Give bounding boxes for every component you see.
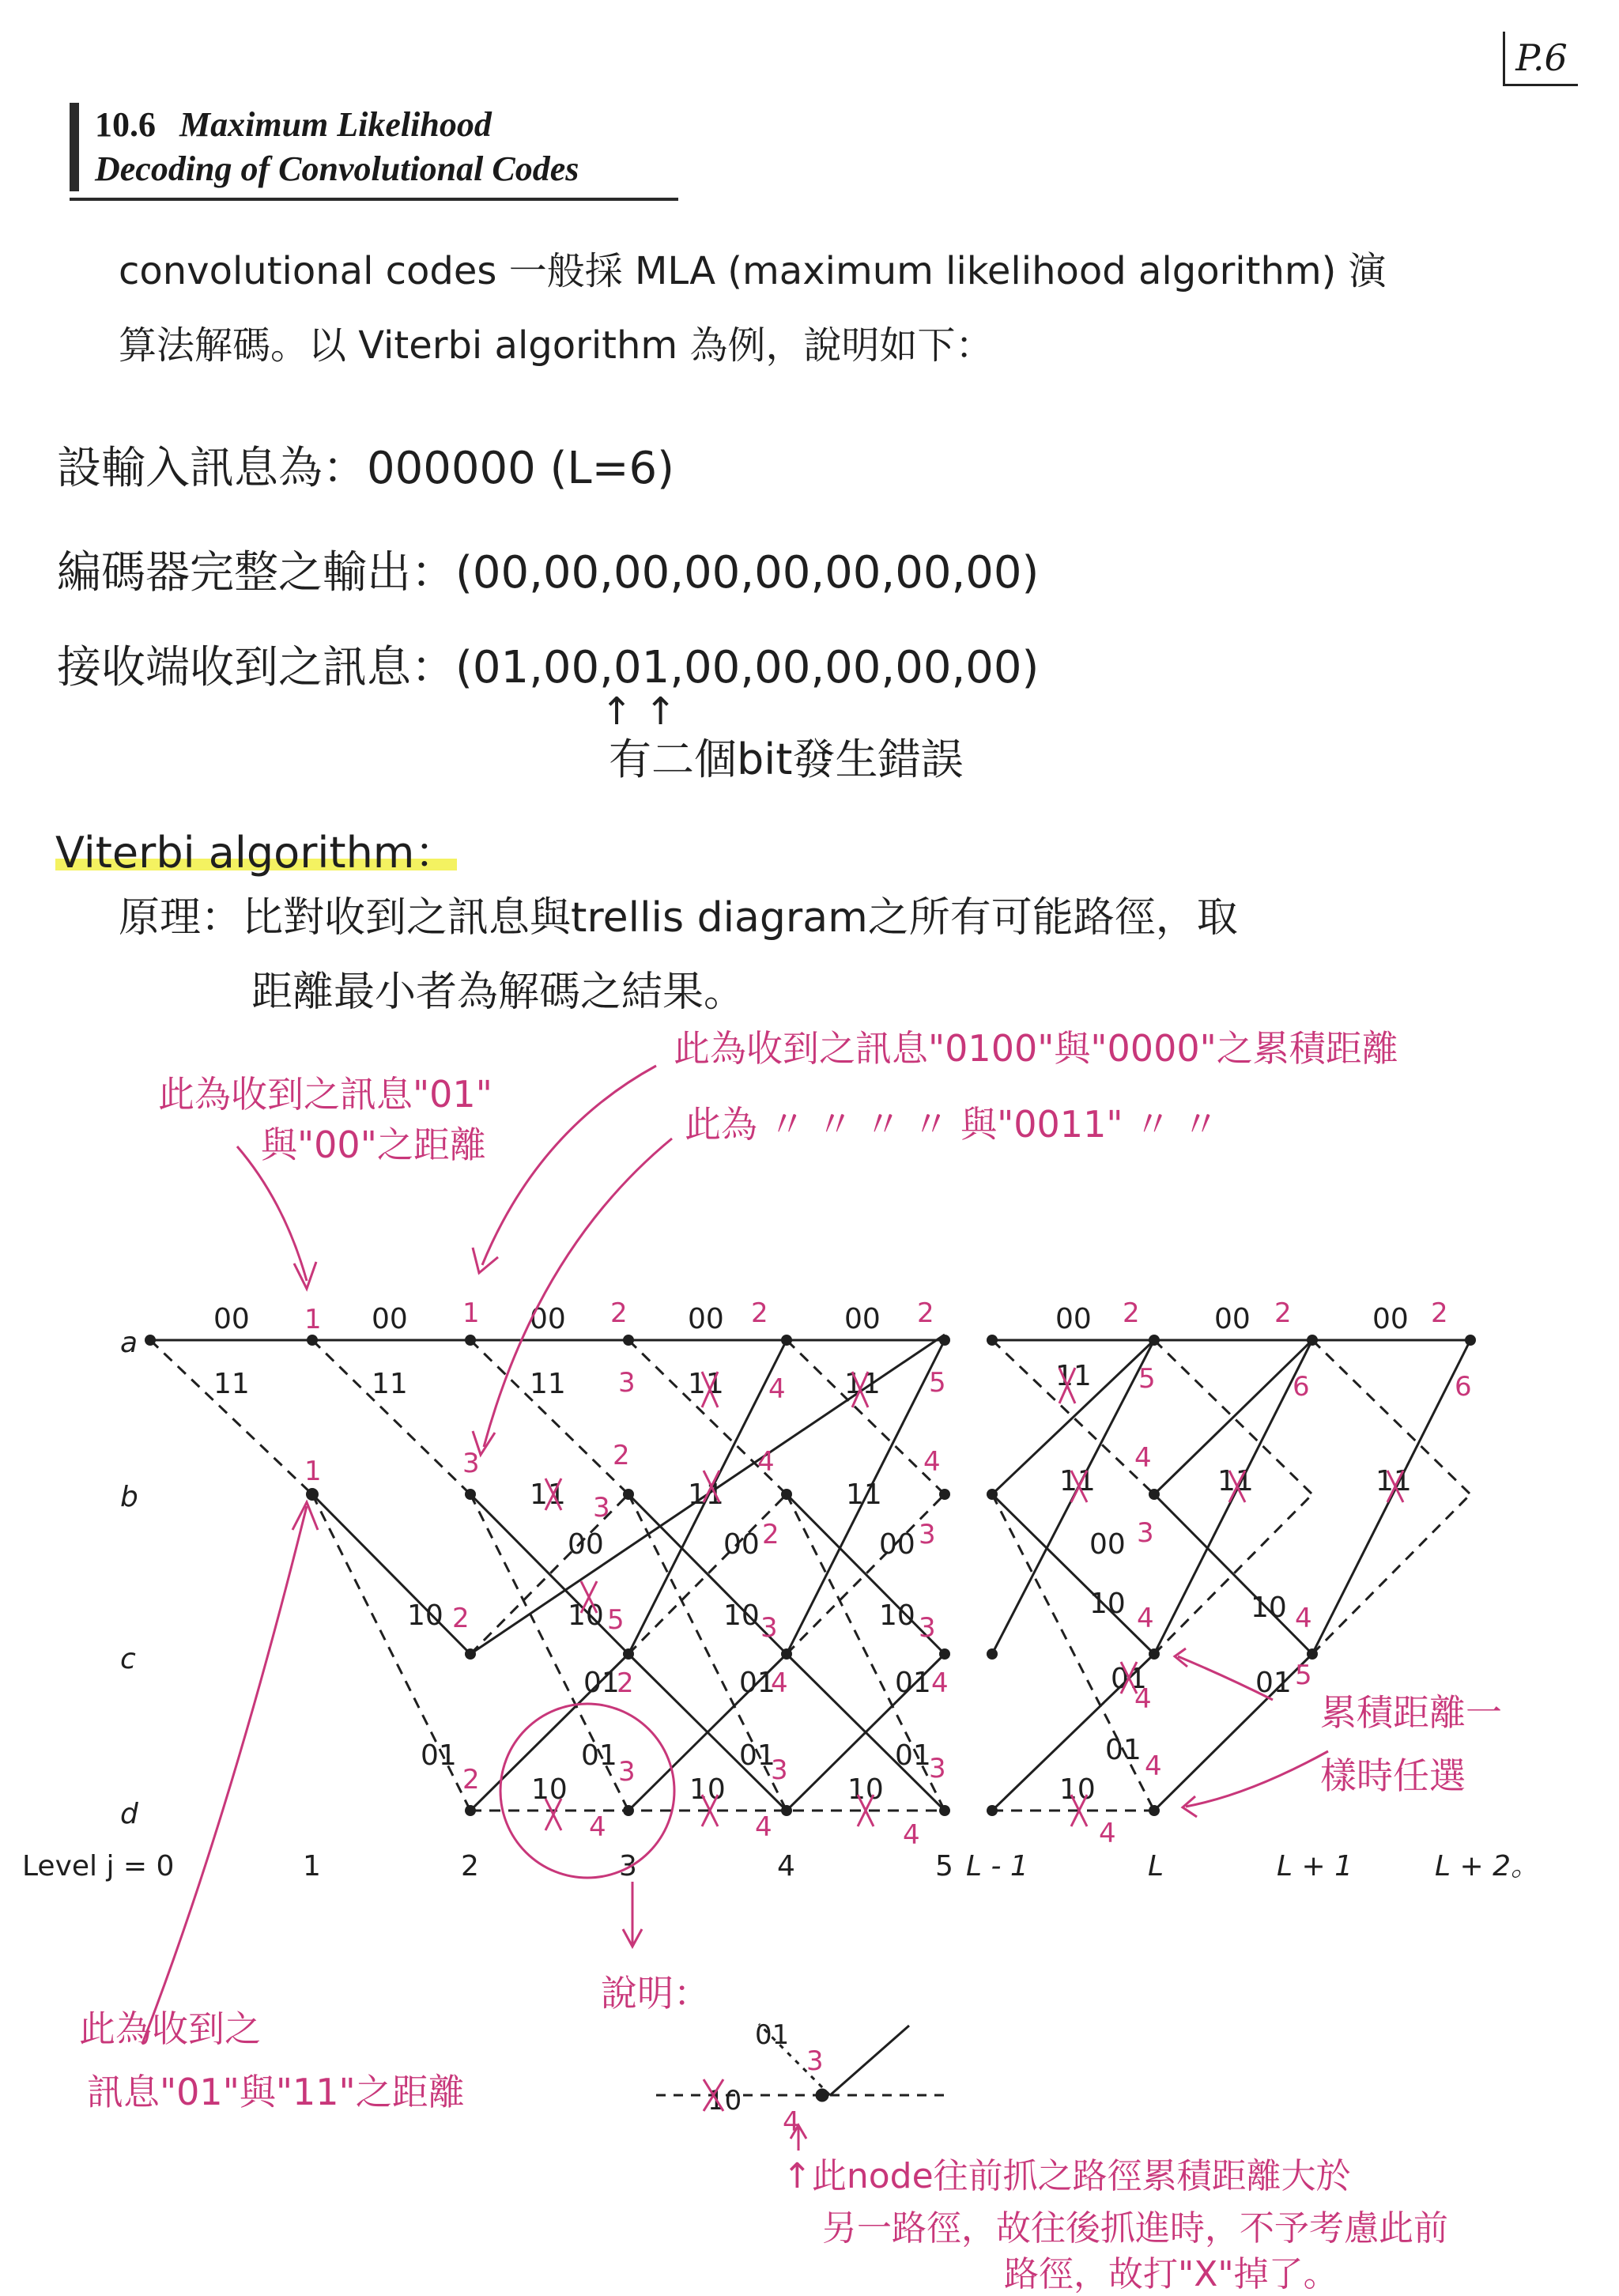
branch-label-11: 11	[1059, 1465, 1096, 1497]
branch-label-00: 00	[723, 1528, 760, 1561]
explain-label: 說明：	[601, 1972, 710, 2015]
branch-label-00: 00	[1089, 1528, 1126, 1561]
path-metric: 4	[1099, 1818, 1116, 1849]
encoder-output: 編碼器完整之輸出：(00,00,00,00,00,00,00,00)	[57, 547, 1040, 599]
branch-label-11: 11	[213, 1368, 250, 1400]
branch-label-10: 10	[879, 1599, 915, 1632]
path-metric: 4	[1134, 1442, 1152, 1474]
branch-label-00: 00	[213, 1303, 250, 1335]
path-metric: 3	[1137, 1517, 1154, 1549]
path-metric: 2	[462, 1764, 480, 1796]
branch-label-10: 10	[723, 1599, 760, 1632]
branch-label-10: 10	[1059, 1773, 1096, 1806]
state-label-a: a	[120, 1327, 138, 1359]
level-label-L: L	[1148, 1850, 1164, 1882]
annotation-right-1: 累積距離一	[1320, 1691, 1502, 1734]
path-metric: 4	[903, 1819, 920, 1851]
path-metric: 3	[771, 1754, 788, 1786]
state-label-b: b	[120, 1481, 138, 1513]
path-metric: 2	[452, 1603, 470, 1634]
branch-label-00: 00	[844, 1303, 881, 1335]
path-metric: 4	[771, 1667, 788, 1699]
received-sequence: 接收端收到之訊息：(01,00,01,00,00,00,00,00)	[57, 642, 1040, 693]
annotation-bottom-left-2: 訊息"01"與"11"之距離	[87, 2071, 465, 2113]
annotation-top-left-1: 此為收到之訊息"01"	[158, 1073, 492, 1116]
explain-line3: 路徑，故打"X"掉了。	[1004, 2254, 1338, 2294]
intro-line2: 算法解碼。以 Viterbi algorithm 為例，說明如下：	[119, 323, 994, 368]
path-metric: 4	[931, 1667, 949, 1699]
branch-label-11: 11	[846, 1478, 882, 1511]
path-metric: 2	[1274, 1297, 1292, 1329]
path-metric: 2	[751, 1297, 768, 1329]
branch-label-11: 11	[530, 1368, 566, 1400]
path-metric: 5	[1295, 1660, 1312, 1691]
path-metric: 2	[617, 1667, 634, 1699]
path-metric: 5	[1138, 1363, 1156, 1395]
explain-branch-10: 10	[708, 2085, 742, 2117]
path-metric: 1	[304, 1456, 322, 1487]
explain-line2: 另一路徑，故往後抓進時，不予考慮此前	[822, 2208, 1448, 2249]
branch-label-11: 11	[530, 1478, 566, 1511]
path-metric: 2	[1123, 1297, 1140, 1329]
level-label-L-1: L - 1	[966, 1850, 1028, 1882]
branch-label-00: 00	[688, 1303, 724, 1335]
level-label-2: 2	[461, 1850, 479, 1882]
level-label-0: Level j = 0	[22, 1850, 175, 1882]
path-metric: 3	[618, 1367, 636, 1399]
path-metric: 3	[760, 1612, 778, 1644]
branch-label-01: 01	[1105, 1734, 1142, 1766]
error-arrows: ↑ ↑	[601, 689, 677, 734]
branch-label-01: 01	[739, 1667, 776, 1699]
branch-label-01: 01	[581, 1739, 617, 1772]
path-metric: 2	[762, 1519, 779, 1550]
branch-label-11: 11	[1055, 1360, 1092, 1392]
branch-label-10: 10	[568, 1599, 604, 1632]
path-metric: 3	[618, 1756, 636, 1788]
section-title-line1: Maximum Likelihood	[179, 105, 492, 144]
level-label-4: 4	[777, 1850, 795, 1882]
state-label-c: c	[120, 1643, 136, 1675]
explain-metric: 3	[806, 2045, 824, 2077]
branch-label-00: 00	[1055, 1303, 1092, 1335]
path-metric: 4	[757, 1446, 775, 1478]
principle-line1: 原理：比對收到之訊息與trellis diagram之所有可能路徑，取	[119, 894, 1238, 942]
path-metric: 3	[919, 1612, 936, 1644]
branch-label-00: 00	[879, 1528, 915, 1561]
path-metric: 1	[304, 1304, 322, 1335]
state-label-d: d	[120, 1798, 138, 1830]
path-metric: 2	[917, 1297, 934, 1329]
level-label-3: 3	[619, 1850, 637, 1882]
explain-line1: ↑此node往前抓之路徑累積距離大於	[783, 2156, 1351, 2196]
branch-label-01: 01	[421, 1739, 457, 1772]
branch-label-11: 11	[372, 1368, 408, 1400]
path-metric: 3	[929, 1753, 946, 1784]
level-label-1: 1	[303, 1850, 321, 1882]
path-metric: 3	[593, 1492, 610, 1524]
branch-label-00: 00	[530, 1303, 566, 1335]
path-metric: 6	[1455, 1371, 1472, 1403]
branch-label-11: 11	[688, 1478, 724, 1511]
path-metric: 4	[1134, 1683, 1152, 1715]
branch-label-10: 10	[407, 1599, 443, 1632]
level-label-5: 5	[935, 1850, 953, 1882]
explain-metric: 4	[783, 2106, 800, 2138]
branch-label-11: 11	[844, 1368, 881, 1400]
input-sequence: 設輸入訊息為：000000 (L=6)	[57, 443, 675, 494]
path-metric: 4	[1295, 1603, 1312, 1634]
principle-line2: 距離最小者為解碼之結果。	[251, 969, 745, 1016]
section-number: 10.6	[95, 105, 156, 144]
path-metric: 3	[462, 1448, 480, 1479]
branch-label-00: 00	[372, 1303, 408, 1335]
page-number-tag: P.6	[1503, 32, 1578, 86]
branch-label-00: 00	[1372, 1303, 1409, 1335]
annotation-top-right-2: 此為 〃 〃 〃 〃 與"0011" 〃 〃	[685, 1103, 1219, 1146]
branch-label-10: 10	[1089, 1588, 1126, 1620]
intro-line1: convolutional codes 一般採 MLA (maximum likelihood algorithm) 演	[119, 249, 1387, 293]
path-metric: 4	[1145, 1750, 1162, 1782]
branch-label-10: 10	[531, 1773, 568, 1806]
branch-label-11: 11	[1217, 1465, 1254, 1497]
level-label-L+1: L + 1	[1277, 1850, 1353, 1882]
annotation-top-right-1: 此為收到之訊息"0100"與"0000"之累積距離	[674, 1027, 1398, 1070]
path-metric: 5	[929, 1367, 946, 1399]
level-label-L+2: L + 2。	[1435, 1850, 1540, 1882]
path-metric: 4	[1137, 1603, 1154, 1634]
branch-label-10: 10	[689, 1773, 726, 1806]
path-metric: 6	[1293, 1371, 1310, 1403]
path-metric: 3	[919, 1519, 936, 1550]
annotation-bottom-left-1: 此為收到之	[79, 2007, 261, 2050]
path-metric: 2	[610, 1297, 628, 1329]
annotation-top-left-2: 與"00"之距離	[261, 1123, 486, 1166]
path-metric: 4	[923, 1446, 941, 1478]
error-note: 有二個bit發生錯誤	[609, 734, 964, 784]
branch-label-01: 01	[1255, 1667, 1292, 1699]
path-metric: 2	[613, 1440, 630, 1471]
path-metric: 4	[755, 1811, 772, 1843]
annotation-right-2: 樣時任選	[1320, 1754, 1466, 1797]
path-metric: 1	[462, 1297, 480, 1329]
branch-label-11: 11	[1376, 1465, 1412, 1497]
path-metric: 4	[589, 1811, 606, 1843]
branch-label-01: 01	[1111, 1663, 1147, 1695]
viterbi-heading: Viterbi algorithm：	[55, 828, 458, 878]
branch-label-11: 11	[688, 1368, 724, 1400]
path-metric: 4	[768, 1373, 786, 1405]
path-metric: 2	[1431, 1297, 1448, 1329]
branch-label-01: 01	[895, 1667, 931, 1699]
branch-label-01: 01	[895, 1739, 931, 1772]
branch-label-01: 01	[583, 1667, 620, 1699]
branch-label-10: 10	[1251, 1592, 1287, 1624]
branch-label-00: 00	[1214, 1303, 1251, 1335]
branch-label-00: 00	[568, 1528, 604, 1561]
path-metric: 5	[607, 1604, 625, 1636]
branch-label-01: 01	[739, 1739, 776, 1772]
branch-label-10: 10	[847, 1773, 884, 1806]
explain-branch-01: 01	[755, 2019, 790, 2051]
section-title-line2: Decoding of Convolutional Codes	[95, 149, 579, 188]
